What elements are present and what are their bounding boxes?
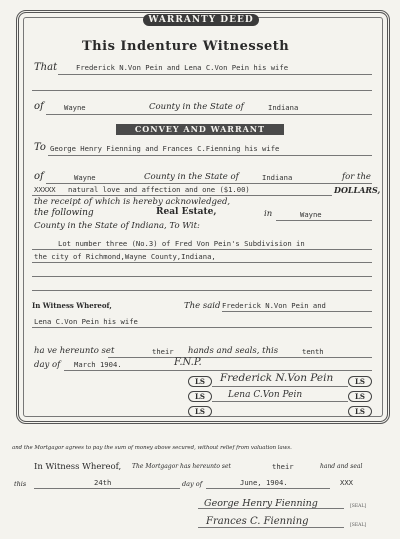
in-label: in (264, 209, 273, 219)
grantor-county: Wayne (64, 103, 86, 112)
rule (34, 488, 180, 489)
rule (48, 155, 372, 156)
rule (206, 488, 330, 489)
seal-ls: LS (348, 406, 372, 417)
deed-subtitle: This Indenture Witnesseth (82, 39, 290, 54)
grantor-names: Frederick N.Von Pein and Lena C.Von Pein his wife (76, 63, 289, 72)
rule (58, 74, 372, 75)
rule (222, 311, 372, 312)
seal-ls: LS (188, 376, 212, 387)
witness-names-1: Frederick N.Von Pein and (222, 301, 326, 310)
county-label-2: County in the State of (144, 172, 239, 182)
real-estate-county: Wayne (300, 210, 322, 219)
mortgage-xxx: XXX (340, 478, 353, 487)
consideration-text: natural love and affection and one ($1.00) (68, 185, 250, 194)
county-line: County in the State of Indiana, To Wit: (34, 221, 200, 231)
grantee-county: Wayne (74, 173, 96, 182)
rule (46, 114, 372, 115)
seal-small: [SEAL] (350, 523, 367, 528)
label-of: of (34, 101, 44, 112)
grantee-state: Indiana (262, 173, 293, 182)
mortgage-hands: hand and seal (320, 463, 363, 470)
seal-ls: LS (188, 391, 212, 402)
hands-label: hands and seals, this (188, 346, 279, 356)
rule (198, 508, 344, 509)
deed-title: WARRANTY DEED (143, 14, 259, 26)
rule (108, 357, 372, 358)
rule (32, 276, 372, 277)
rule (212, 386, 348, 387)
seal-ls: LS (188, 406, 212, 417)
witness-names-2: Lena C.Von Pein his wife (34, 317, 138, 326)
grantor-state: Indiana (268, 103, 299, 112)
legal-description-2: the city of Richmond,Wayne County,Indiana, (34, 252, 216, 261)
the-said: The said (184, 301, 221, 311)
witness-whereof: In Witness Whereof, (32, 301, 112, 310)
seal-ls: LS (348, 376, 372, 387)
label-to: To (34, 142, 46, 153)
seal-small: [SEAL] (350, 504, 367, 509)
grantee-names: George Henry Fienning and Frances C.Fienning his wife (50, 144, 280, 153)
rule (32, 90, 372, 91)
deed-date: March 1904. (74, 360, 122, 369)
mortgage-this: this (14, 480, 27, 488)
for-the: for the (342, 172, 371, 182)
mortgage-witness-text: The Mortgagor has hereunto set (132, 463, 231, 470)
mortgage-date: June, 1904. (240, 478, 288, 487)
real-estate-label: Real Estate, (156, 207, 217, 217)
signature-frederick: Frederick N.Von Pein (220, 372, 334, 384)
rule (32, 290, 372, 291)
consideration-prefix: XXXXX (34, 185, 56, 194)
dollars-label: DOLLARS, (334, 185, 381, 195)
signature-george: George Henry Fienning (204, 498, 318, 509)
hereunto-text: ha ve hereunto set (34, 346, 115, 356)
rule (198, 527, 344, 528)
mortgage-their: their (272, 462, 294, 471)
rule (32, 262, 372, 263)
rule (64, 370, 372, 371)
mortgage-day-of: day of (182, 480, 203, 488)
seal-ls: LS (348, 391, 372, 402)
day-number: tenth (302, 347, 324, 356)
county-label: County in the State of (149, 102, 244, 112)
day-of: day of (34, 360, 61, 370)
mortgagor-clause: and the Mortgagor agrees to pay the sum of money above secured, without relief from valuation laws. (12, 445, 292, 451)
following-label: the following (34, 208, 94, 218)
mortgage-day: 24th (94, 478, 112, 487)
initials: F.N.P. (174, 357, 202, 368)
rule (46, 183, 372, 184)
signature-frances: Frances C. Fienning (206, 516, 309, 527)
convey-banner: CONVEY AND WARRANT (116, 124, 284, 135)
rule (212, 401, 348, 402)
rule (32, 327, 372, 328)
rule (276, 220, 372, 221)
label-that: That (34, 62, 58, 73)
receipt-line: the receipt of which is hereby acknowledged, (34, 197, 231, 207)
rule (32, 195, 332, 196)
mortgage-witness-label: In Witness Whereof, (34, 462, 122, 472)
rule (32, 249, 372, 250)
signature-lena: Lena C.Von Pein (228, 390, 303, 400)
label-of-2: of (34, 171, 44, 182)
legal-description-1: Lot number three (No.3) of Fred Von Pein's Subdivision in (58, 239, 305, 248)
hereunto-their: their (152, 347, 174, 356)
rule (212, 416, 348, 417)
